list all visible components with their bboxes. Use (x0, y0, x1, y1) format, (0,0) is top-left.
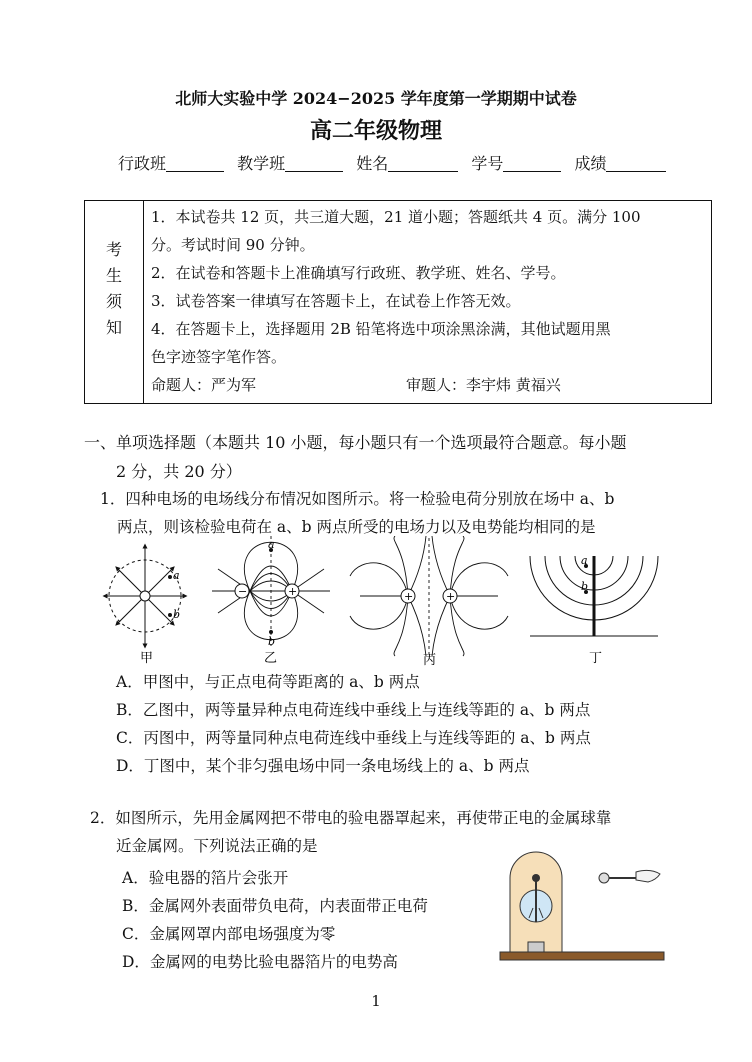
figure-yi (212, 536, 330, 646)
q1-option-a: A．甲图中，与正点电荷等距离的 a、b 两点 (116, 673, 420, 691)
figure-label-ding: 丁 (589, 651, 603, 666)
figure-label-jia: 甲 (140, 651, 154, 666)
notice-line: 2．在试卷和答题卡上准确填写行政班、教学班、姓名、学号。 (151, 264, 566, 282)
exam-school-title: 北师大实验中学 2024−2025 学年度第一学期期中试卷 (175, 89, 577, 108)
figure-label-bing: 丙 (423, 653, 437, 666)
q1-stem-line1: 1．四种电场的电场线分布情况如图所示。将一检验电荷分别放在场中 a、b (100, 490, 615, 508)
field-label-score: 成绩 (574, 154, 607, 173)
exam-subject-title: 高二年级物理 (309, 118, 442, 144)
point-label-b: b (268, 635, 276, 648)
figure-label-yi: 乙 (264, 651, 278, 666)
section-heading (84, 428, 704, 486)
notice-side-char: 须 (106, 292, 123, 311)
notice-line: 色字迹签字笔作答。 (151, 348, 287, 366)
blank-teaching-class (285, 155, 343, 172)
notice-author: 命题人：严为军 (151, 376, 257, 394)
q2-option-b: B．金属网外表面带负电荷，内表面带正电荷 (122, 897, 428, 915)
q1-figure-set (100, 536, 680, 666)
notice-reviewer: 审题人：李宇炜 黄福兴 (406, 376, 561, 394)
notice-line: 4．在答题卡上，选择题用 2B 铅笔将选中项涂黑涂满，其他试题用黑 (151, 320, 611, 338)
question-1-stem (100, 485, 710, 541)
q2-option-c: C．金属网罩内部电场强度为零 (122, 925, 336, 943)
notice-side-char: 考 (106, 240, 123, 259)
q1-stem-line2: 两点，则该检验电荷在 a、b 两点所受的电场力以及电势能均相同的是 (117, 518, 596, 536)
blank-student-id (503, 155, 561, 172)
figure-ding (530, 556, 658, 636)
point-label-a: a (268, 538, 275, 551)
page-number: 1 (371, 992, 381, 1010)
point-label-b: b (173, 608, 181, 621)
notice-side-char: 知 (106, 318, 123, 337)
q2-stem-line2: 近金属网。下列说法正确的是 (116, 837, 318, 855)
svg-text:+: + (404, 590, 414, 603)
q2-stem-line1: 2．如图所示，先用金属网把不带电的验电器罩起来，再使带正电的金属球靠 (90, 809, 612, 827)
q1-options (116, 668, 716, 780)
notice-line: 1．本试卷共 12 页，共三道大题，21 道小题；答题纸共 4 页。满分 100 (151, 208, 641, 226)
q2-options (122, 864, 502, 976)
blank-class (166, 155, 224, 172)
blank-score (606, 155, 666, 172)
student-info-line (118, 151, 674, 174)
figure-jia (105, 546, 185, 666)
q1-option-c: C．丙图中，两等量同种点电荷连线中垂线上与连线等距的 a、b 两点 (116, 729, 591, 747)
point-label-b: b (581, 580, 589, 593)
q2-option-d: D．金属网的电势比验电器箔片的电势高 (122, 953, 398, 971)
q1-option-b: B．乙图中，两等量异种点电荷连线中垂线上与连线等距的 a、b 两点 (116, 701, 591, 719)
q2-electroscope-figure (496, 848, 668, 964)
field-label-teaching-class: 教学班 (237, 154, 286, 173)
q1-option-d: D．丁图中，某个非匀强电场中同一条电场线上的 a、b 两点 (116, 757, 530, 775)
charge-sign-plus: + (288, 585, 298, 598)
notice-line: 分。考试时间 90 分钟。 (151, 236, 315, 254)
notice-authors (151, 371, 707, 399)
blank-name (388, 155, 458, 172)
svg-text:+: + (446, 590, 456, 603)
field-label-class: 行政班 (118, 154, 167, 173)
notice-side-label (85, 201, 144, 403)
field-label-name: 姓名 (356, 154, 389, 173)
section-heading-line2: 2 分，共 20 分） (116, 462, 242, 481)
exam-notice-box (84, 200, 712, 404)
point-label-a: a (581, 554, 588, 567)
figure-bing (350, 536, 508, 656)
notice-side-char: 生 (106, 266, 123, 285)
notice-body (151, 203, 707, 399)
section-heading-line1: 一、单项选择题（本题共 10 小题，每小题只有一个选项最符合题意。每小题 (84, 433, 627, 452)
charge-sign-minus: − (238, 585, 248, 598)
field-label-student-id: 学号 (471, 154, 504, 173)
q2-option-a: A．验电器的箔片会张开 (122, 869, 289, 887)
point-label-a: a (173, 569, 180, 582)
notice-line: 3．试卷答案一律填写在答题卡上，在试卷上作答无效。 (151, 292, 521, 310)
